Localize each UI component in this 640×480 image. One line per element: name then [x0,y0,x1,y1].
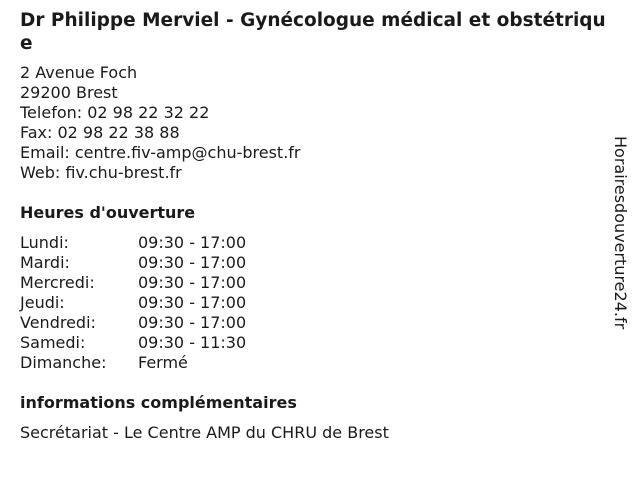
hours-day: Lundi: [20,233,69,252]
hours-time: 09:30 - 11:30 [138,333,247,352]
brand-watermark: Horairesdouverture24.fr [611,136,630,330]
hours-day: Mardi: [20,253,70,272]
hours-time: 09:30 - 17:00 [138,293,247,312]
web-line: Web: fiv.chu-brest.fr [20,163,182,182]
hours-time: 09:30 - 17:00 [138,253,247,272]
hours-row [20,313,610,333]
info-text: Secrétariat - Le Centre AMP du CHRU de Brest [20,423,389,442]
address-street: 2 Avenue Foch [20,63,138,82]
hours-day: Mercredi: [20,273,95,292]
page-title: Dr Philippe Merviel - Gynécologue médical et obstétrique [20,10,606,54]
hours-day: Jeudi: [20,293,65,312]
hours-row [20,233,610,253]
fax-line: Fax: 02 98 22 38 88 [20,123,180,142]
phone-line: Telefon: 02 98 22 32 22 [20,103,210,122]
main-content [20,9,610,443]
email-line: Email: centre.fiv-amp@chu-brest.fr [20,143,301,162]
hours-time: 09:30 - 17:00 [138,233,247,252]
info-heading: informations complémentaires [20,393,297,412]
hours-row [20,293,610,313]
hours-row [20,273,610,293]
hours-table [20,233,610,373]
hours-day: Vendredi: [20,313,96,332]
hours-time: Fermé [138,353,188,372]
hours-day: Samedi: [20,333,86,352]
hours-row [20,353,610,373]
address-block [20,63,610,183]
hours-time: 09:30 - 17:00 [138,313,247,332]
hours-row [20,333,610,353]
address-city: 29200 Brest [20,83,118,102]
hours-heading: Heures d'ouverture [20,203,196,222]
hours-time: 09:30 - 17:00 [138,273,247,292]
hours-day: Dimanche: [20,353,107,372]
hours-row [20,253,610,273]
